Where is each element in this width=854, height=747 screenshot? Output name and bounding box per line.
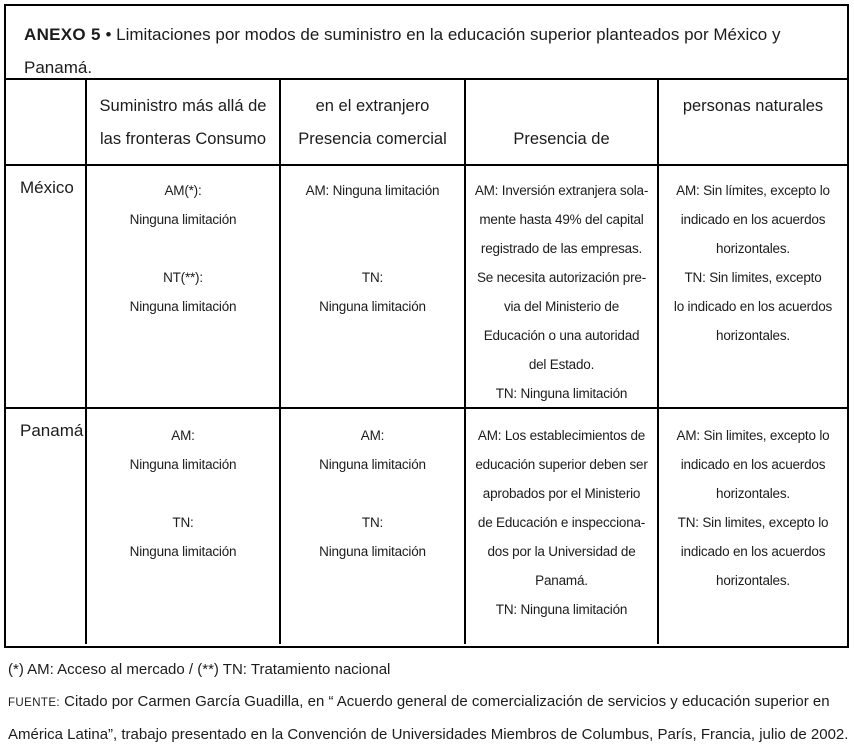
cell-line: AM: — [360, 428, 385, 443]
cell-line: TN: Ninguna limitación — [495, 386, 628, 401]
cell-line: horizontales. — [716, 486, 790, 501]
cell-line: las fronteras Consumo — [100, 130, 266, 148]
cell-line: personas naturales — [682, 97, 824, 115]
cell-line: Ninguna limitación — [319, 299, 426, 314]
cell-line — [87, 234, 279, 263]
cell-mexico-personas — [657, 164, 847, 407]
cell-line: Presencia de — [513, 130, 610, 148]
cell-line: mente hasta 49% del capital — [479, 212, 644, 227]
cell-line: AM: Sin limites, excepto lo — [676, 428, 830, 443]
limitations-table — [6, 80, 847, 644]
row-label-mexico: México — [6, 164, 85, 407]
cell-panama-extranjero — [279, 407, 464, 644]
cell-line — [281, 234, 464, 263]
cell-line — [281, 479, 464, 508]
cell-line: AM: Ninguna limitación — [305, 183, 440, 198]
title-text-line2: Panamá. — [24, 58, 93, 77]
cell-line: TN: — [361, 270, 384, 285]
cell-line: del Estado. — [528, 357, 595, 372]
cell-line: indicado en los acuerdos — [680, 457, 826, 472]
cell-panama-personas — [657, 407, 847, 644]
footnote-abbreviations: (*) AM: Acceso al mercado / (**) TN: Tratamiento nacional — [8, 661, 391, 678]
cell-line: Ninguna limitación — [319, 457, 426, 472]
cell-line: Ninguna limitación — [129, 544, 237, 559]
title-label: ANEXO 5 — [24, 25, 101, 44]
cell-mexico-extranjero — [279, 164, 464, 407]
cell-line: educación superior deben ser — [475, 457, 648, 472]
cell-line: TN: Sin limites, excepto — [684, 270, 822, 285]
cell-mexico-presencia — [464, 164, 657, 407]
cell-panama-suministro — [85, 407, 279, 644]
cell-line: Educación o una autoridad — [483, 328, 640, 343]
cell-line: via del Ministerio de — [503, 299, 620, 314]
cell-line: Ninguna limitación — [129, 212, 237, 227]
cell-line: AM: — [171, 428, 195, 443]
header-extranjero-comercial — [279, 80, 464, 164]
cell-line: Ninguna limitación — [129, 457, 237, 472]
cell-line: AM: Los establecimientos de — [477, 428, 646, 443]
cell-line: lo indicado en los acuerdos — [673, 299, 833, 314]
cell-line: Presencia comercial — [298, 130, 447, 148]
cell-line: Ninguna limitación — [319, 544, 426, 559]
footnote-source — [8, 686, 850, 747]
header-personas-naturales — [657, 80, 847, 164]
cell-line — [87, 479, 279, 508]
cell-line: registrado de las empresas. — [480, 241, 643, 256]
title-text-line1: Limitaciones por modos de suministro en la educación superior planteados por México y — [116, 25, 781, 44]
cell-line: horizontales. — [716, 573, 790, 588]
cell-line: AM: Sin límites, excepto lo — [676, 183, 830, 198]
source-text: Citado por Carmen García Guadilla, en “ Acuerdo general de comercialización de servicios y educación superior en América Latina”, trabajo presentado en la Convención de Universidades Miembros de Columbus, París, Francia, julio de 2002. — [8, 693, 849, 743]
row-label-panama: Panamá — [6, 407, 85, 644]
title-bullet: • — [105, 25, 112, 44]
cell-line: horizontales. — [716, 241, 790, 256]
footnotes — [8, 654, 850, 747]
cell-line: de Educación e inspecciona- — [477, 515, 646, 530]
header-presencia-de — [464, 80, 657, 164]
cell-line: Se necesita autorización pre- — [476, 270, 647, 285]
cell-panama-presencia — [464, 407, 657, 644]
cell-line: aprobados por el Ministerio — [482, 486, 641, 501]
cell-line: horizontales. — [716, 328, 790, 343]
cell-mexico-suministro — [85, 164, 279, 407]
cell-line: Suministro más allá de — [99, 97, 267, 115]
cell-line: dos por la Universidad de — [487, 544, 636, 559]
header-empty — [6, 80, 85, 164]
cell-line: AM(*): — [164, 183, 202, 198]
table-title — [6, 6, 847, 80]
cell-line: NT(**): — [163, 270, 203, 285]
table-frame — [4, 4, 849, 648]
cell-line: TN: — [361, 515, 384, 530]
cell-line — [281, 205, 464, 234]
header-suministro-fronteras — [85, 80, 279, 164]
cell-line: Panamá. — [535, 573, 588, 588]
cell-line: Ninguna limitación — [129, 299, 237, 314]
cell-line: indicado en los acuerdos — [680, 544, 826, 559]
cell-line: AM: Inversión extranjera sola- — [474, 183, 649, 198]
cell-line: TN: Sin limites, excepto lo — [677, 515, 829, 530]
cell-line: indicado en los acuerdos — [680, 212, 826, 227]
cell-line: TN: — [172, 515, 194, 530]
cell-line: en el extranjero — [315, 97, 430, 115]
source-label: FUENTE: — [8, 697, 60, 709]
cell-line: TN: Ninguna limitación — [495, 602, 628, 617]
